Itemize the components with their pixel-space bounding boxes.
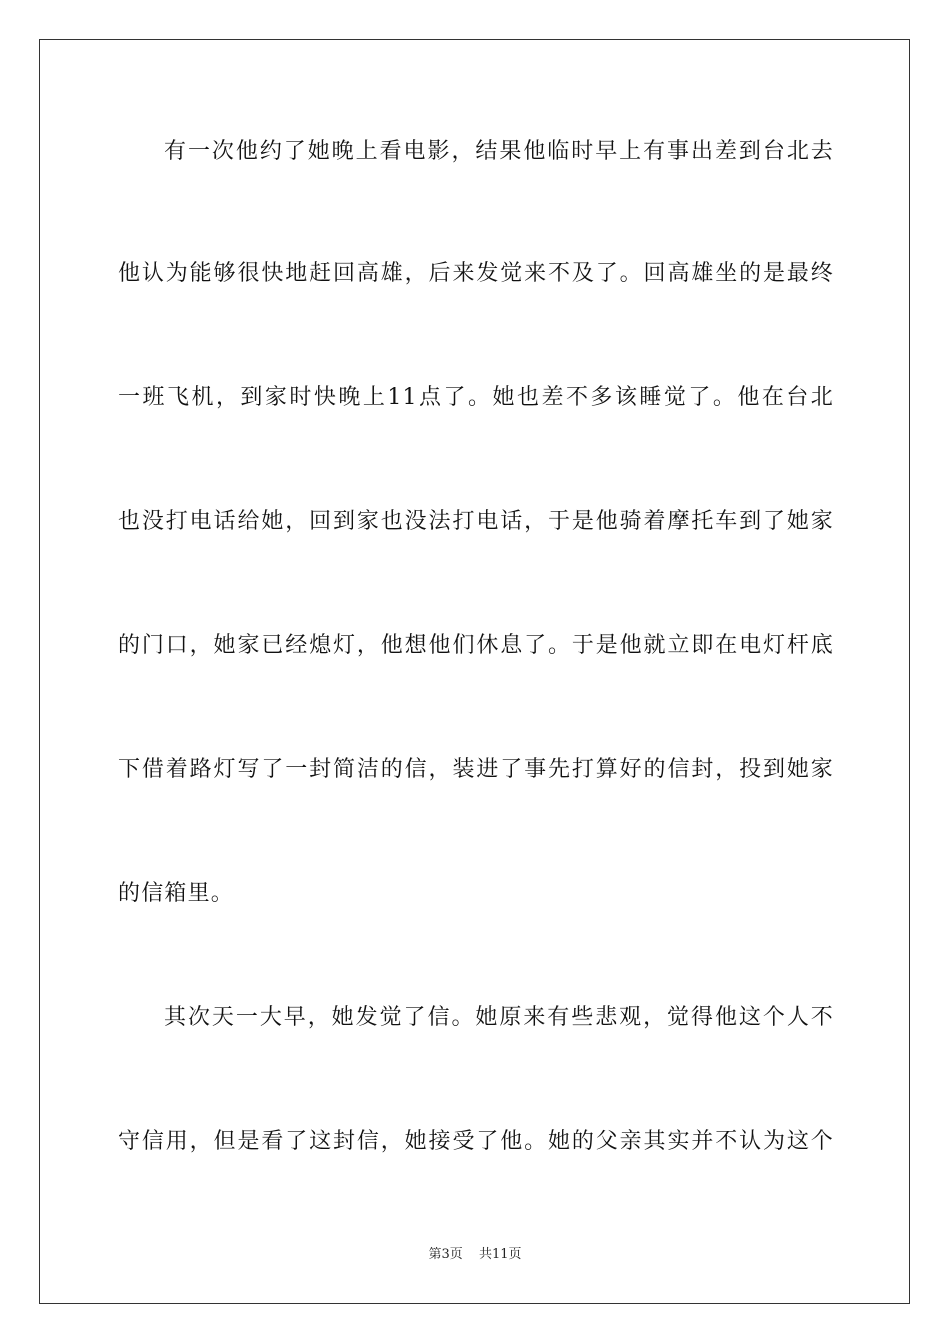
text-line: 有一次他约了她晚上看电影，结果他临时早上有事出差到台北去 (164, 139, 834, 164)
text-line: 也没打电话给她，回到家也没法打电话，于是他骑着摩托车到了她家 (118, 509, 834, 534)
text-line: 他认为能够很快地赶回高雄，后来发觉来不及了。回高雄坐的是最终 (118, 261, 834, 286)
text-line: 下借着路灯写了一封简洁的信，装进了事先打算好的信封，投到她家 (118, 757, 834, 782)
page-footer (0, 1246, 950, 1264)
page-number-total: 共11页 (478, 1247, 522, 1262)
page-number-current: 第3页 (428, 1247, 463, 1262)
text-line: 其次天一大早，她发觉了信。她原来有些悲观，觉得他这个人不 (164, 1005, 834, 1030)
text-line: 守信用，但是看了这封信，她接受了他。她的父亲其实并不认为这个 (118, 1129, 834, 1154)
text-line: 的信箱里。 (118, 881, 235, 906)
text-line: 的门口，她家已经熄灯，他想他们休息了。于是他就立即在电灯杆底 (118, 633, 834, 658)
page-border (39, 39, 910, 1304)
text-line: 一班飞机，到家时快晚上11点了。她也差不多该睡觉了。他在台北 (118, 385, 834, 410)
